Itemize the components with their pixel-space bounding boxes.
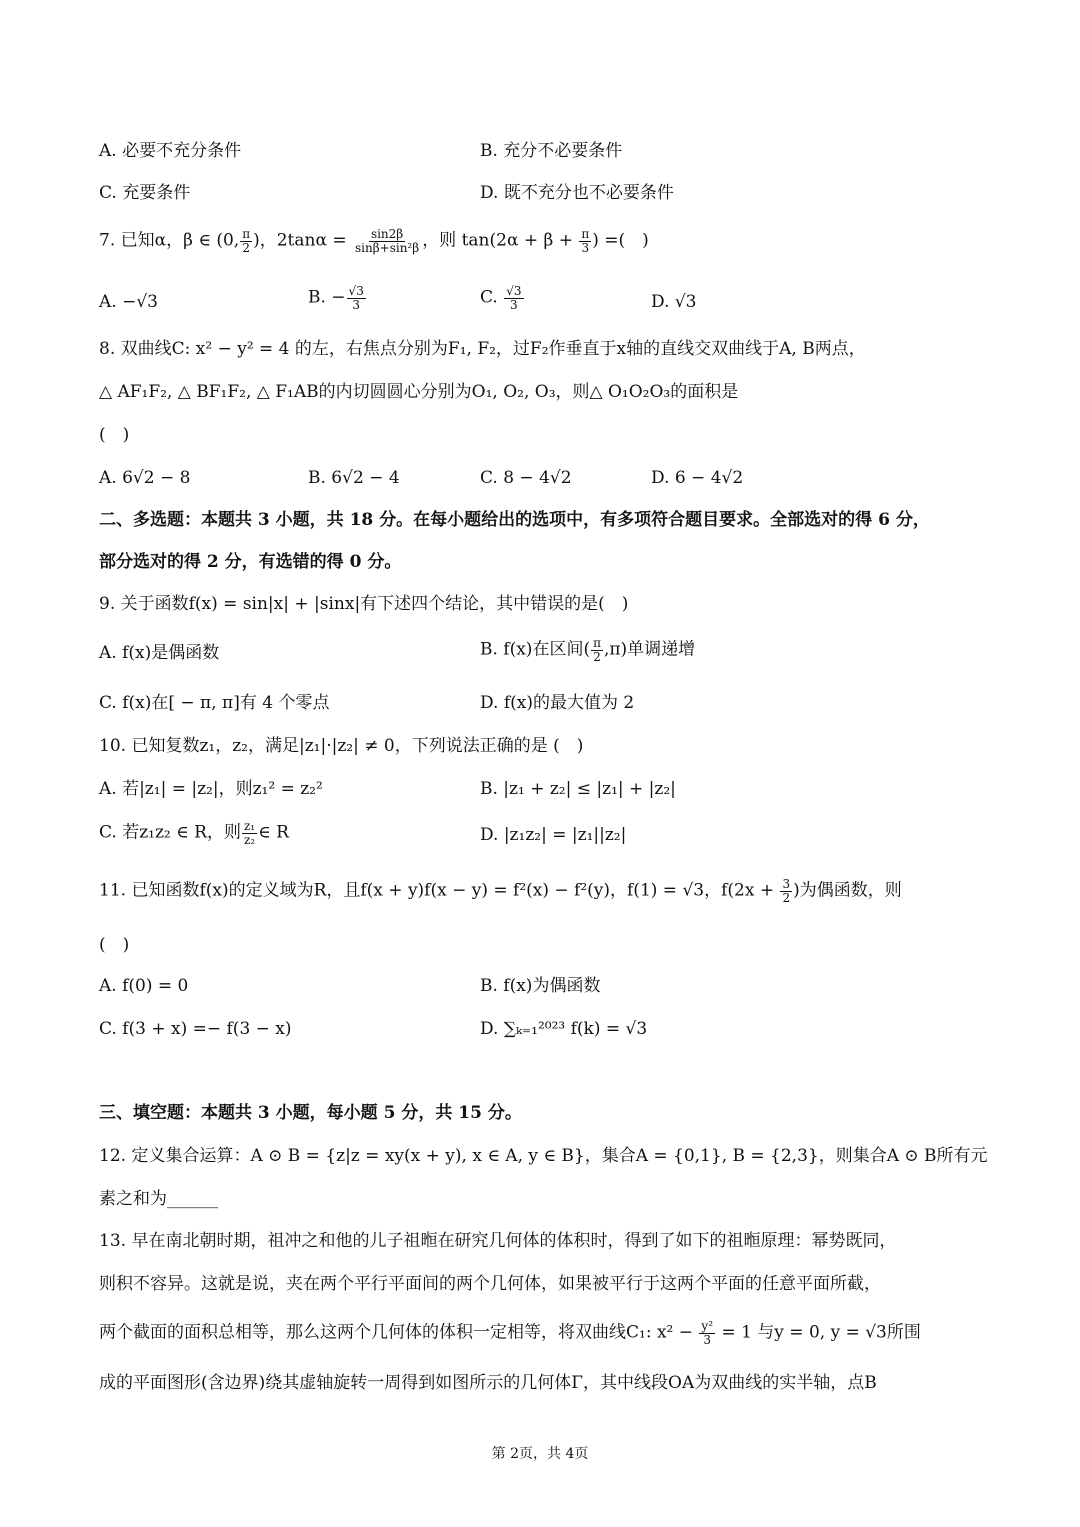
section-2-heading-line-2: 部分选对的得 2 分，有选错的得 0 分。: [99, 552, 402, 572]
question-8-line-1: 8. 双曲线C: x² − y² = 4 的左，右焦点分别为F₁, F₂，过F₂作垂直于x轴的直线交双曲线于A, B两点，: [99, 339, 866, 359]
section-3-heading: 三、填空题：本题共 3 小题，每小题 5 分，共 15 分。: [99, 1103, 522, 1123]
question-9-stem: 9. 关于函数f(x) = sin|x| + |sinx|有下述四个结论，其中错误的是( ): [99, 594, 629, 614]
q11-option-a: A. f(0) = 0: [99, 976, 189, 996]
q8-option-b: B. 6√2 − 4: [308, 468, 400, 488]
q10-option-b: B. |z₁ + z₂| ≤ |z₁| + |z₂|: [480, 779, 676, 799]
q11-option-c: C. f(3 + x) =− f(3 − x): [99, 1019, 292, 1039]
q7-option-a: A. −√3: [99, 292, 158, 312]
q8-option-a: A. 6√2 − 8: [99, 468, 191, 488]
q10-option-a: A. 若|z₁| = |z₂|，则z₁² = z₂²: [99, 779, 323, 799]
question-13-line-4: 成的平面图形(含边界)绕其虚轴旋转一周得到如图所示的几何体Γ，其中线段OA为双曲线的实半轴，点B: [99, 1373, 877, 1393]
q7-option-d: D. √3: [651, 292, 697, 312]
question-12-line-2: 素之和为______: [99, 1189, 218, 1209]
question-10-stem: 10. 已知复数z₁，z₂，满足|z₁|·|z₂| ≠ 0，下列说法正确的是 ( ): [99, 736, 584, 756]
q8-option-d: D. 6 − 4√2: [651, 468, 744, 488]
question-7-stem: 7. 已知α，β ∈ (0, $\frac{\pi}{2}$ )，2tanα = $\frac{\sin 2\beta}{\text{sinβ+sin²β}}$ ，则 tan(2α + β + $\frac{\pi}{3}$ ) =( ): [99, 227, 649, 255]
q7-option-c: C. $\frac{√3}{3}$: [480, 284, 522, 312]
q6-option-d: D. 既不充分也不必要条件: [480, 183, 674, 203]
question-11-stem: 11. 已知函数f(x)的定义域为R，且f(x + y)f(x − y) = f²(x) − f²(y)，f(1) = √3，f(2x + $\frac{3}{2}$ )为偶函数，则: [99, 877, 902, 905]
question-13-line-2: 则积不容异。这就是说，夹在两个平行平面间的两个几何体，如果被平行于这两个平面的任意平面所截，: [99, 1274, 881, 1294]
q7-option-b: B. − $\frac{√3}{3}$: [308, 284, 364, 312]
q11-option-b: B. f(x)为偶函数: [480, 976, 601, 996]
q6-option-a: A. 必要不充分条件: [99, 141, 242, 161]
question-13-line-3: 两个截面的面积总相等，那么这两个几何体的体积一定相等，将双曲线C₁: x² − $\frac{\text{y²}}{3}$ = 1 与y = 0, y = √3所围: [99, 1319, 921, 1347]
question-8-line-2: △ AF₁F₂, △ BF₁F₂, △ F₁AB的内切圆圆心分别为O₁, O₂, O₃，则△ O₁O₂O₃的面积是: [99, 382, 739, 402]
q6-option-b: B. 充分不必要条件: [480, 141, 623, 161]
page-footer: 第 2页，共 4页: [491, 1446, 589, 1462]
q10-option-c: C. 若z₁z₂ ∈ R，则 $\frac{\text{z₁}}{\text{z₂}}$ ∈ R: [99, 819, 289, 847]
q8-option-c: C. 8 − 4√2: [480, 468, 572, 488]
q9-option-d: D. f(x)的最大值为 2: [480, 693, 635, 713]
q6-option-c: C. 充要条件: [99, 183, 191, 203]
section-2-heading-line-1: 二、多选题：本题共 3 小题，共 18 分。在每小题给出的选项中，有多项符合题目要求。全部选对的得 6 分，: [99, 510, 930, 530]
question-13-line-1: 13. 早在南北朝时期，祖冲之和他的儿子祖暅在研究几何体的体积时，得到了如下的祖暅原理：幂势既同，: [99, 1231, 897, 1251]
q9-option-b: B. f(x)在区间( $\frac{\pi}{2}$ ,π)单调递增: [480, 636, 696, 664]
question-12-line-1: 12. 定义集合运算：A ⊙ B = {z|z = xy(x + y), x ∈ A, y ∈ B}，集合A = {0,1}, B = {2,3}，则集合A ⊙ B所有元: [99, 1146, 988, 1166]
q9-option-a: A. f(x)是偶函数: [99, 643, 220, 663]
q9-option-c: C. f(x)在[ − π, π]有 4 个零点: [99, 693, 330, 713]
question-8-answer-paren: ( ): [99, 425, 130, 445]
q10-option-d: D. |z₁z₂| = |z₁||z₂|: [480, 825, 627, 845]
question-11-answer-paren: ( ): [99, 935, 130, 955]
q11-option-d: D. ∑ₖ₌₁²⁰²³ f(k) = √3: [480, 1019, 648, 1039]
